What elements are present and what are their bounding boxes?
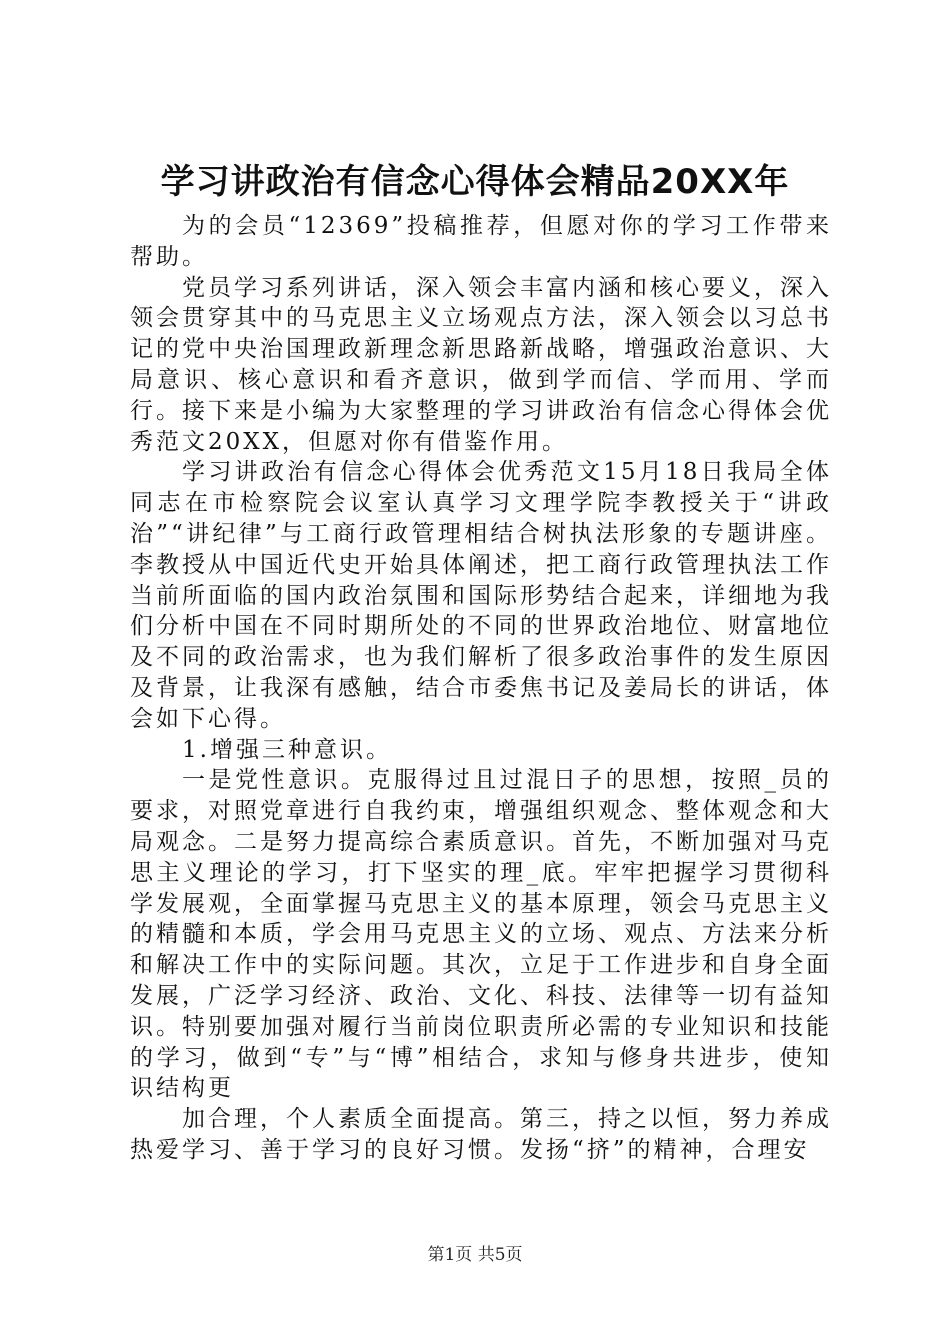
paragraph-intro: 为的会员“12369”投稿推荐，但愿对你的学习工作带来帮助。: [130, 213, 832, 270]
paragraph-preface: 党员学习系列讲话，深入领会丰富内涵和核心要义，深入领会贯穿其中的马克思主义立场观点方法，深入领会以习总书记的党中央治国理政新理念新思路新战略，增强政治意识、大局意识、核心意识和看齐意识，做到学而信、学而用、学而行。接下来是小编为大家整理的学习讲政治有信念心得体会优秀范文20XX，但愿对你有借鉴作用。: [130, 274, 832, 455]
paragraph-main: 学习讲政治有信念心得体会优秀范文15月18日我局全体同志在市检察院会议室认真学习文理学院李教授关于“讲政治”“讲纪律”与工商行政管理相结合树执法形象的专题讲座。李教授从中国近代史开始具体阐述，把工商行政管理执法工作当前所面临的国内政治氛围和国际形势结合起来，详细地为我们分析中国在不同时期所处的不同的世界政治地位、财富地位及不同的政治需求，也为我们解析了很多政治事件的发生原因及背景，让我深有感触，结合市委焦书记及姜局长的讲话，体会如下心得。: [130, 459, 832, 732]
section-heading: 1.增强三种意识。: [182, 736, 392, 763]
page-number-footer: 第1页 共5页: [427, 1245, 523, 1265]
paragraph-awareness: 一是党性意识。克服得过且过混日子的思想，按照_员的要求，对照党章进行自我约束，增强组织观念、整体观念和大局观念。二是努力提高综合素质意识。首先，不断加强对马克思主义理论的学习，打下坚实的理_底。牢牢把握学习贯彻科学发展观，全面掌握马克思主义的基本原理，领会马克思主义的精髓和本质，学会用马克思主义的立场、观点、方法来分析和解决工作中的实际问题。其次，立足于工作进步和自身全面发展，广泛学习经济、政治、文化、科技、法律等一切有益知识。特别要加强对履行当前岗位职责所必需的专业知识和技能的学习，做到“专”与“博”相结合，求知与修身共进步，使知识结构更: [130, 767, 832, 1102]
paragraph-continuation: 加合理，个人素质全面提高。第三，持之以恒，努力养成热爱学习、善于学习的良好习惯。发扬“挤”的精神，合理安: [130, 1106, 832, 1163]
document-body: [130, 211, 832, 1166]
document-title: 学习讲政治有信念心得体会精品20XX年: [160, 162, 790, 202]
